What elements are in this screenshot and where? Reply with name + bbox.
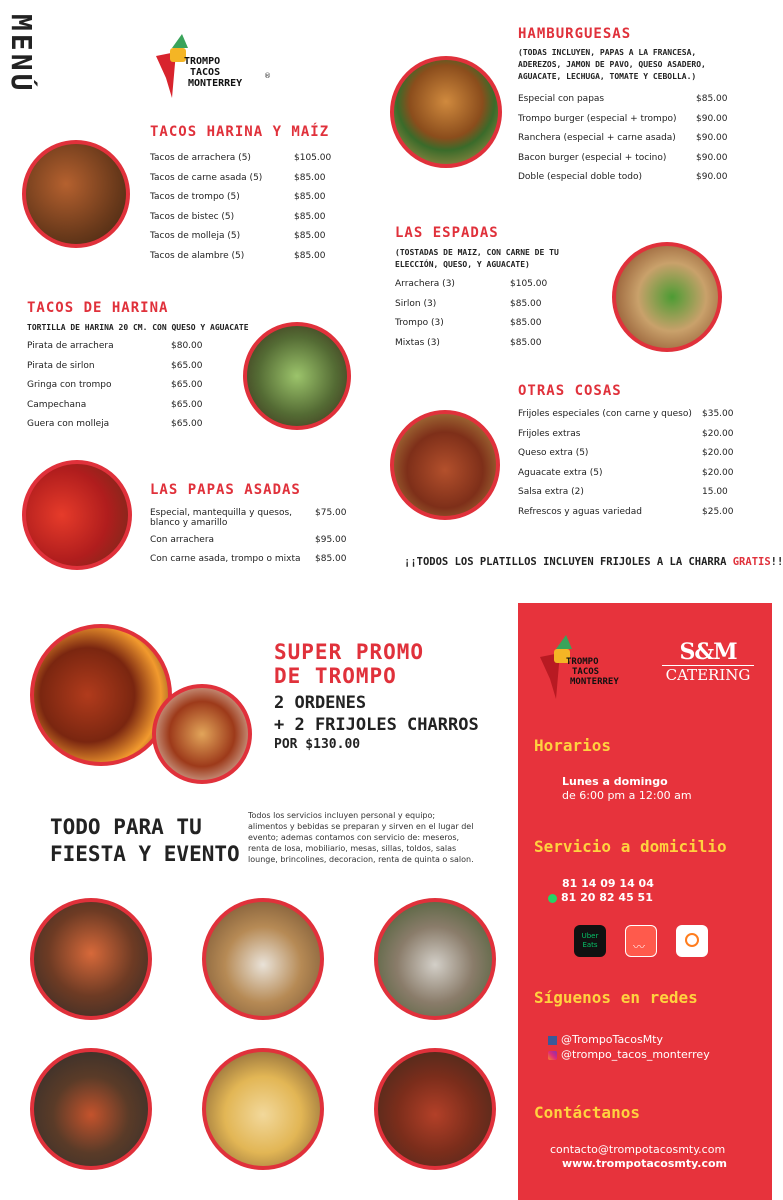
menu-item-price: $85.00 [294,250,326,261]
menu-item-name: Aguacate extra (5) [518,467,603,478]
menu-item [150,212,344,222]
mustache-icon: 〰 [633,940,646,954]
instagram-row[interactable]: @trompo_tacos_monterrey [548,1048,710,1061]
menu-item-price: $65.00 [171,360,203,371]
menu-item-name: Con carne asada, trompo o mixta [150,554,301,564]
menu-item [518,487,752,497]
evento-title: TODO PARA TU FIESTA Y EVENTO [50,815,240,866]
menu-item-name: Especial, mantequilla y quesos, blanco y amarillo [150,508,293,528]
menu-item [518,114,746,124]
menu-item [27,380,221,390]
menu-item-price: $85.00 [510,337,542,348]
menu-item [150,508,350,528]
menu-item-price: $20.00 [702,467,734,478]
menu-item-price: 15.00 [702,487,728,497]
menu-item-price: $85.00 [294,231,326,241]
menu-item [518,448,752,458]
event-photo-5 [202,1048,324,1170]
menu-item-price: $105.00 [510,279,548,289]
menu-item-price: $90.00 [696,113,728,124]
otras-title: OTRAS COSAS [518,383,622,399]
menu-item-name: Mixtas (3) [395,337,440,348]
menu-item-price: $65.00 [171,419,203,429]
whatsapp-icon [548,894,557,903]
menu-item-name: Tacos de trompo (5) [150,192,240,202]
catering-logo: S&M CATERING [658,639,758,684]
menu-item [150,535,350,545]
menu-item-price: $90.00 [696,133,728,143]
rappi-button[interactable] [625,925,657,957]
menu-item-price: $20.00 [702,428,734,439]
event-photo-2 [202,898,324,1020]
menu-item-price: $95.00 [315,535,347,545]
menu-item [518,429,752,439]
menu-item-price: $85.00 [510,298,542,309]
tacos-hm-title: TACOS HARINA Y MAÍZ [150,124,330,140]
contacto-title: Contáctanos [534,1103,640,1122]
menu-item-name: Pirata de arrachera [27,341,114,351]
horarios-days: Lunes a domingo [562,775,668,788]
burger-photo [390,56,502,168]
menu-item-name: Bacon burger (especial + tocino) [518,152,667,163]
menu-item [150,153,344,163]
menu-item [518,468,752,478]
panel-brand-logo: TROMPO TACOS MONTERREY [536,631,646,701]
menu-item-price: $20.00 [702,448,734,458]
menu-vertical-title: MENÚ [5,14,38,94]
menu-item [150,231,344,241]
menu-item-name: Frijoles extras [518,428,581,439]
menu-item-name: Gringa con trompo [27,380,112,390]
menu-item-price: $105.00 [294,153,332,163]
menu-item [395,338,560,348]
menu-item-name: Tacos de carne asada (5) [150,172,263,183]
menu-item [150,251,344,261]
menu-item [27,400,221,410]
espadas-photo [612,242,722,352]
frijoles-photo [390,410,500,520]
whatsapp-row[interactable]: 81 20 82 45 51 [548,891,653,904]
menu-item-name: Tacos de alambre (5) [150,250,245,261]
menu-item-price: $85.00 [294,211,326,222]
menu-item-price: $80.00 [171,341,203,351]
menu-item-name: Doble (especial doble todo) [518,172,642,182]
menu-item-name: Ranchera (especial + carne asada) [518,133,676,143]
menu-item-name: Trompo burger (especial + trompo) [518,113,677,124]
menu-item [395,299,560,309]
event-photo-4 [30,1048,152,1170]
hamburguesas-title: HAMBURGUESAS [518,26,632,42]
hamburguesas-subtitle: (TODAS INCLUYEN, PAPAS A LA FRANCESA, ADEREZOS, JAMON DE PAVO, QUESO ASADERO, AGUACATE, LECHUGA, TOMATE Y CEBOLLA.) [518,48,706,81]
brand-logo: TROMPO TACOS MONTERREY ® [150,30,275,100]
menu-item [518,172,746,182]
menu-item [150,173,344,183]
avocado-photo [243,322,351,430]
papas-title: LAS PAPAS ASADAS [150,482,301,498]
menu-item [518,133,746,143]
event-photo-1 [30,898,152,1020]
menu-item [395,279,560,289]
menu-item [518,409,752,419]
espadas-subtitle: (TOSTADAS DE MAIZ, CON CARNE DE TU ELECCIÓN, QUESO, Y AGUACATE) [395,248,559,269]
trompo-photo [30,624,172,766]
event-photo-3 [374,898,496,1020]
menu-item [518,153,746,163]
menu-item-price: $85.00 [315,554,347,564]
promo-block: SUPER PROMO DE TROMPO 2 ORDENES + 2 FRIJOLES CHARROS POR $130.00 [274,640,479,752]
menu-item-price: $85.00 [294,192,326,202]
tacos-h-title: TACOS DE HARINA [27,300,169,316]
menu-item-name: Frijoles especiales (con carne y queso) [518,409,692,419]
menu-item [27,341,221,351]
menu-item-name: Trompo (3) [395,318,444,328]
tacos-h-subtitle: TORTILLA DE HARINA 20 CM. CON QUESO Y AGUACATE [27,323,249,332]
menu-item-name: Pirata de sirlon [27,360,95,371]
espadas-title: LAS ESPADAS [395,225,499,241]
menu-item-name: Tacos de molleja (5) [150,231,241,241]
menu-item-price: $85.00 [294,172,326,183]
evento-description: Todos los servicios incluyen personal y equipo; alimentos y bebidas se preparan y sirven en el lugar del evento; ademas contamos con servicio de: meseros, renta de losa, mobiliario, mesas, sillas, toldos, salas lounge, brincolines, decoracion, renta de quinta o salon. [248,811,474,864]
menu-item-name: Arrachera (3) [395,279,455,289]
menu-item-name: Con arrachera [150,535,215,545]
menu-item-name: Refrescos y aguas variedad [518,506,642,517]
menu-item [150,554,350,564]
tacos-photo [22,140,130,248]
didi-button[interactable] [676,925,708,957]
menu-item-name: Sirlon (3) [395,298,437,309]
menu-item-price: $35.00 [702,409,734,419]
horarios-title: Horarios [534,736,612,755]
menu-item-price: $75.00 [315,508,347,518]
horarios-hours: de 6:00 pm a 12:00 am [562,789,692,802]
didi-icon [685,933,699,947]
menu-item-name: Tacos de arrachera (5) [150,153,251,163]
contact-email[interactable]: contacto@trompotacosmty.com [550,1143,726,1156]
menu-item [518,94,746,104]
menu-item-price: $65.00 [171,399,203,410]
frijoles-note: ¡¡TODOS LOS PLATILLOS INCLUYEN FRIJOLES A LA CHARRA GRATIS!! [404,556,783,568]
event-photo-6 [374,1048,496,1170]
menu-item [27,361,221,371]
menu-item-name: Especial con papas [518,94,605,104]
menu-item [395,318,560,328]
redes-title: Síguenos en redes [534,988,698,1007]
plate-photo [152,684,252,784]
menu-item [150,192,344,202]
menu-item [27,419,221,429]
menu-item-price: $65.00 [171,380,203,390]
menu-item-price: $90.00 [696,172,728,182]
menu-item-name: Queso extra (5) [518,448,589,458]
papas-photo [22,460,132,570]
menu-item-name: Campechana [27,399,87,410]
menu-item-name: Tacos de bistec (5) [150,211,235,222]
menu-item [518,507,752,517]
instagram-icon [548,1051,557,1060]
facebook-icon [548,1036,557,1045]
menu-item-name: Guera con molleja [27,419,110,429]
uber-eats-button[interactable]: Uber Eats [574,925,606,957]
facebook-row[interactable]: @TrompoTacosMty [548,1033,663,1046]
menu-item-price: $85.00 [696,94,728,104]
menu-item-price: $85.00 [510,318,542,328]
menu-item-price: $90.00 [696,152,728,163]
domicilio-title: Servicio a domicilio [534,837,727,856]
info-panel [518,603,772,1200]
phone-1[interactable]: 81 14 09 14 04 [562,877,654,890]
menu-item-name: Salsa extra (2) [518,487,584,497]
menu-item-price: $25.00 [702,506,734,517]
contact-web[interactable]: www.trompotacosmty.com [562,1157,727,1170]
